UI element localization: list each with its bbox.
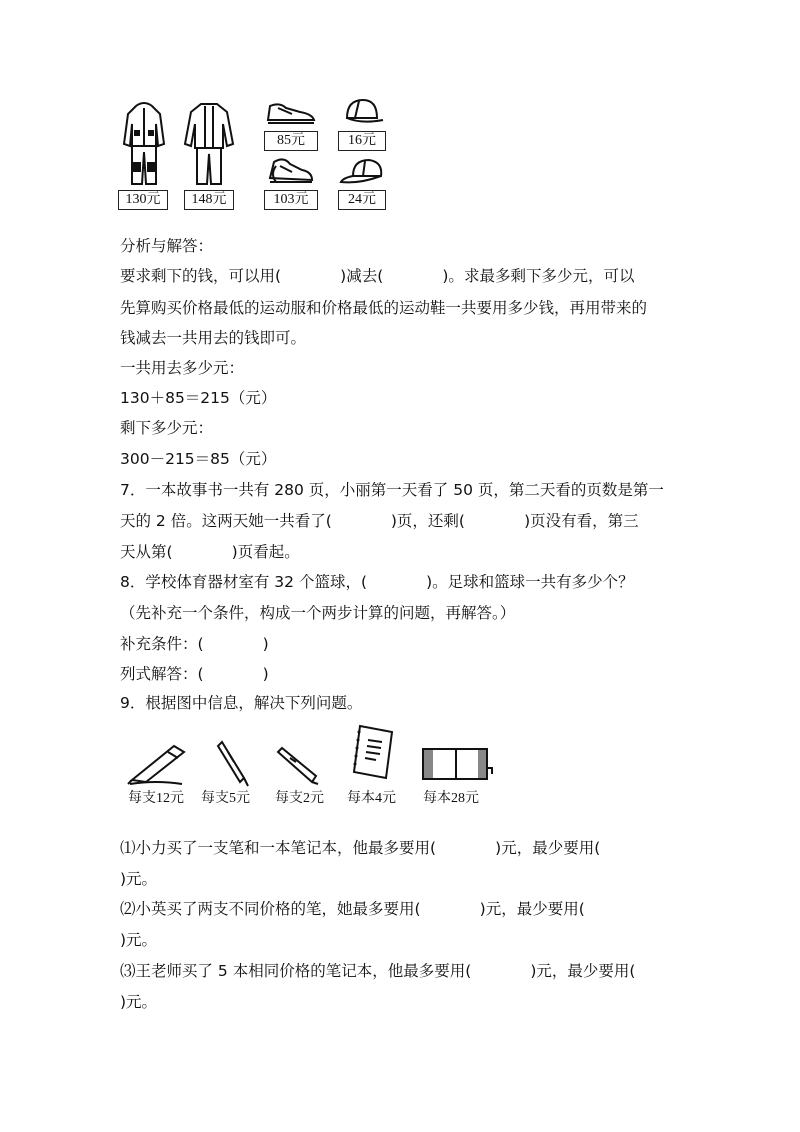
analysis-line-3: 钱减去一共用去的钱即可。 — [120, 329, 307, 347]
sneaker-a-icon — [264, 100, 318, 126]
price-tag-shoe-a: 85元 — [264, 131, 318, 151]
q7-line-2: 天的 2 倍。这两天她一共看了( )页，还剩( )页没有看，第三 — [120, 512, 639, 530]
price-tag-suit-a: 130元 — [118, 190, 168, 210]
q9-sub3-line-2: )元。 — [120, 993, 158, 1011]
sports-suit-a-icon — [120, 100, 168, 186]
analysis-heading: 分析与解答： — [120, 237, 214, 255]
sports-suit-b-icon — [183, 100, 235, 186]
analysis-step2-calc: 300－215＝85（元） — [120, 450, 277, 468]
analysis-step1-calc: 130＋85＝215（元） — [120, 389, 277, 407]
caption-pen-3: 每支2元 — [275, 791, 324, 806]
price-tag-suit-b: 148元 — [184, 190, 234, 210]
q7-line-1: 7．一本故事书一共有 280 页，小丽第一天看了 50 页，第二天看的页数是第一 — [120, 481, 664, 499]
q9-intro: 9．根据图中信息，解决下列问题。 — [120, 694, 363, 712]
price-tag-cap-b: 24元 — [338, 190, 386, 210]
hardcover-notebook-icon — [422, 748, 494, 780]
price-tag-cap-a: 16元 — [338, 131, 386, 151]
price-tag-shoe-b: 103元 — [264, 190, 318, 210]
sneaker-b-icon — [266, 154, 316, 186]
q8-line-4: 列式解答：( ) — [120, 665, 269, 683]
cap-a-icon — [339, 98, 385, 126]
q8-line-1: 8．学校体育器材室有 32 个篮球，( )。足球和篮球一共有多少个？ — [120, 573, 634, 591]
caption-notebook-1: 每本4元 — [347, 791, 396, 806]
q9-sub3-line-1: ⑶王老师买了 5 本相同价格的笔记本，他最多要用( )元，最少要用( — [120, 962, 636, 980]
q9-sub2-line-2: )元。 — [120, 931, 158, 949]
analysis-line-2: 先算购买价格最低的运动服和价格最低的运动鞋一共要用多少钱，再用带来的 — [120, 299, 648, 317]
caption-notebook-2: 每本28元 — [423, 791, 479, 806]
caption-pen-2: 每支5元 — [201, 791, 250, 806]
q8-line-2: （先补充一个条件，构成一个两步计算的问题，再解答。） — [120, 604, 516, 622]
caption-pen-1: 每支12元 — [128, 791, 184, 806]
analysis-line-1: 要求剩下的钱，可以用( )减去( )。求最多剩下多少元，可以 — [120, 267, 635, 285]
q9-sub2-line-1: ⑵小英买了两支不同价格的笔，她最多要用( )元，最少要用( — [120, 900, 585, 918]
q9-sub1-line-1: ⑴小力买了一支笔和一本笔记本，他最多要用( )元，最少要用( — [120, 839, 601, 857]
analysis-step1-label: 一共用去多少元： — [120, 359, 245, 377]
analysis-step2-label: 剩下多少元： — [120, 419, 214, 437]
pen-icon — [214, 738, 254, 788]
cap-b-icon — [339, 156, 387, 186]
q9-sub1-line-2: )元。 — [120, 870, 158, 888]
marker-pen-icon — [274, 746, 322, 786]
spiral-notebook-icon — [350, 724, 396, 780]
fountain-pen-icon — [126, 740, 190, 786]
q7-line-3: 天从第( )页看起。 — [120, 543, 300, 561]
q8-line-3: 补充条件：( ) — [120, 635, 269, 653]
